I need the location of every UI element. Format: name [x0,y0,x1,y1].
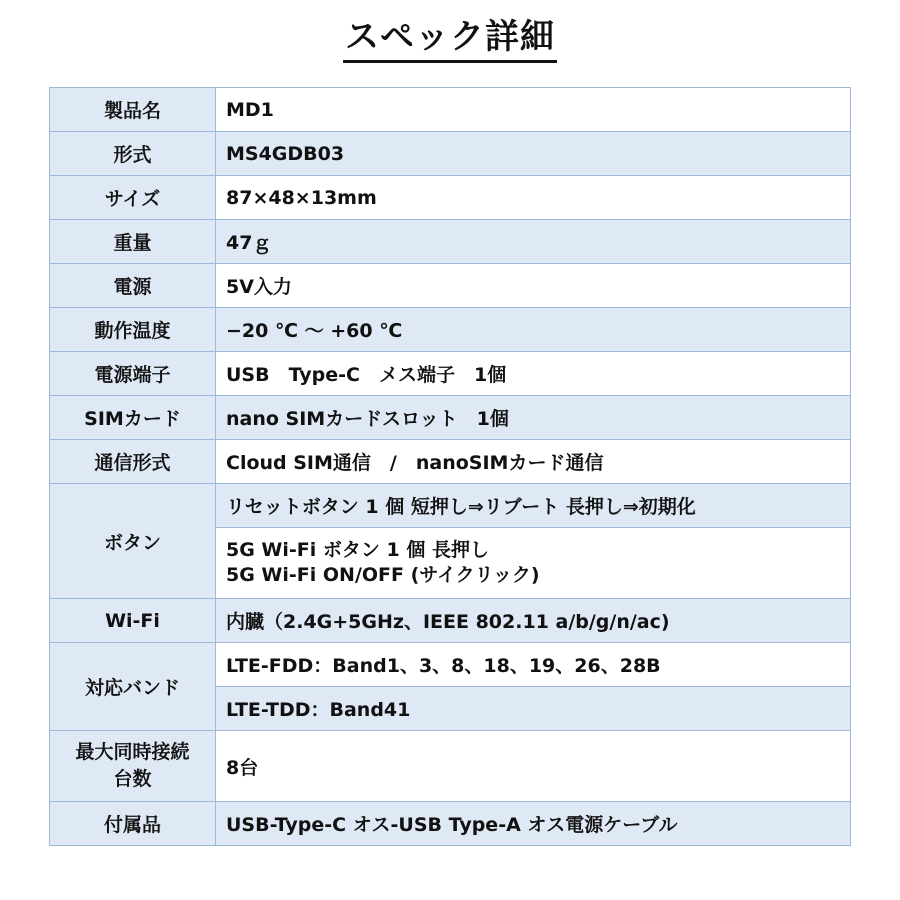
table-row [50,220,851,264]
button-value-wifi [216,528,851,599]
row-label: 電源端子 [50,352,216,396]
row-label: 通信形式 [50,440,216,484]
row-value: Cloud SIM通信 / nanoSIMカード通信 [216,440,851,484]
button-value-wifi-line1: 5G Wi-Fi ボタン 1 個 長押し [226,539,489,561]
row-label: 動作温度 [50,308,216,352]
accessories-label: 付属品 [50,802,216,846]
table-row [50,264,851,308]
table-row [50,352,851,396]
spec-table [49,87,851,846]
row-value: −20 ℃ 〜 +60 ℃ [216,308,851,352]
table-row-wifi [50,599,851,643]
row-value: 47ｇ [216,220,851,264]
button-value-wifi-line2: 5G Wi-Fi ON/OFF (サイクリック) [226,564,540,586]
connections-value: 8台 [216,731,851,802]
table-row [50,440,851,484]
wifi-label: Wi-Fi [50,599,216,643]
row-value: 87×48×13mm [216,176,851,220]
table-row-connections [50,731,851,802]
row-value: MD1 [216,88,851,132]
row-label: SIMカード [50,396,216,440]
row-label: 電源 [50,264,216,308]
table-row-band [50,643,851,687]
row-label: 重量 [50,220,216,264]
wifi-value: 内臓（2.4G+5GHz、IEEE 802.11 a/b/g/n/ac) [216,599,851,643]
table-row [50,308,851,352]
table-row [50,88,851,132]
row-label: サイズ [50,176,216,220]
row-value: nano SIMカードスロット 1個 [216,396,851,440]
row-label: 製品名 [50,88,216,132]
row-label: 形式 [50,132,216,176]
band-value-fdd: LTE-FDD：Band1、3、8、18、19、26、28B [216,643,851,687]
button-value-reset: リセットボタン 1 個 短押し⇒リブート 長押し⇒初期化 [216,484,851,528]
table-row-button [50,484,851,528]
row-value: USB Type-C メス端子 1個 [216,352,851,396]
table-row-accessories [50,802,851,846]
connections-label-line1: 最大同時接続 [75,741,190,763]
band-label: 対応バンド [50,643,216,731]
button-label: ボタン [50,484,216,599]
band-value-tdd: LTE-TDD：Band41 [216,687,851,731]
connections-label [50,731,216,802]
table-row [50,396,851,440]
row-value: MS4GDB03 [216,132,851,176]
page-title: スペック詳細 [343,16,557,63]
accessories-value: USB-Type-C オス-USB Type-A オス電源ケーブル [216,802,851,846]
table-row [50,132,851,176]
row-value: 5V入力 [216,264,851,308]
connections-label-line2: 台数 [113,768,152,790]
table-row [50,176,851,220]
page-title-wrapper [0,16,900,63]
